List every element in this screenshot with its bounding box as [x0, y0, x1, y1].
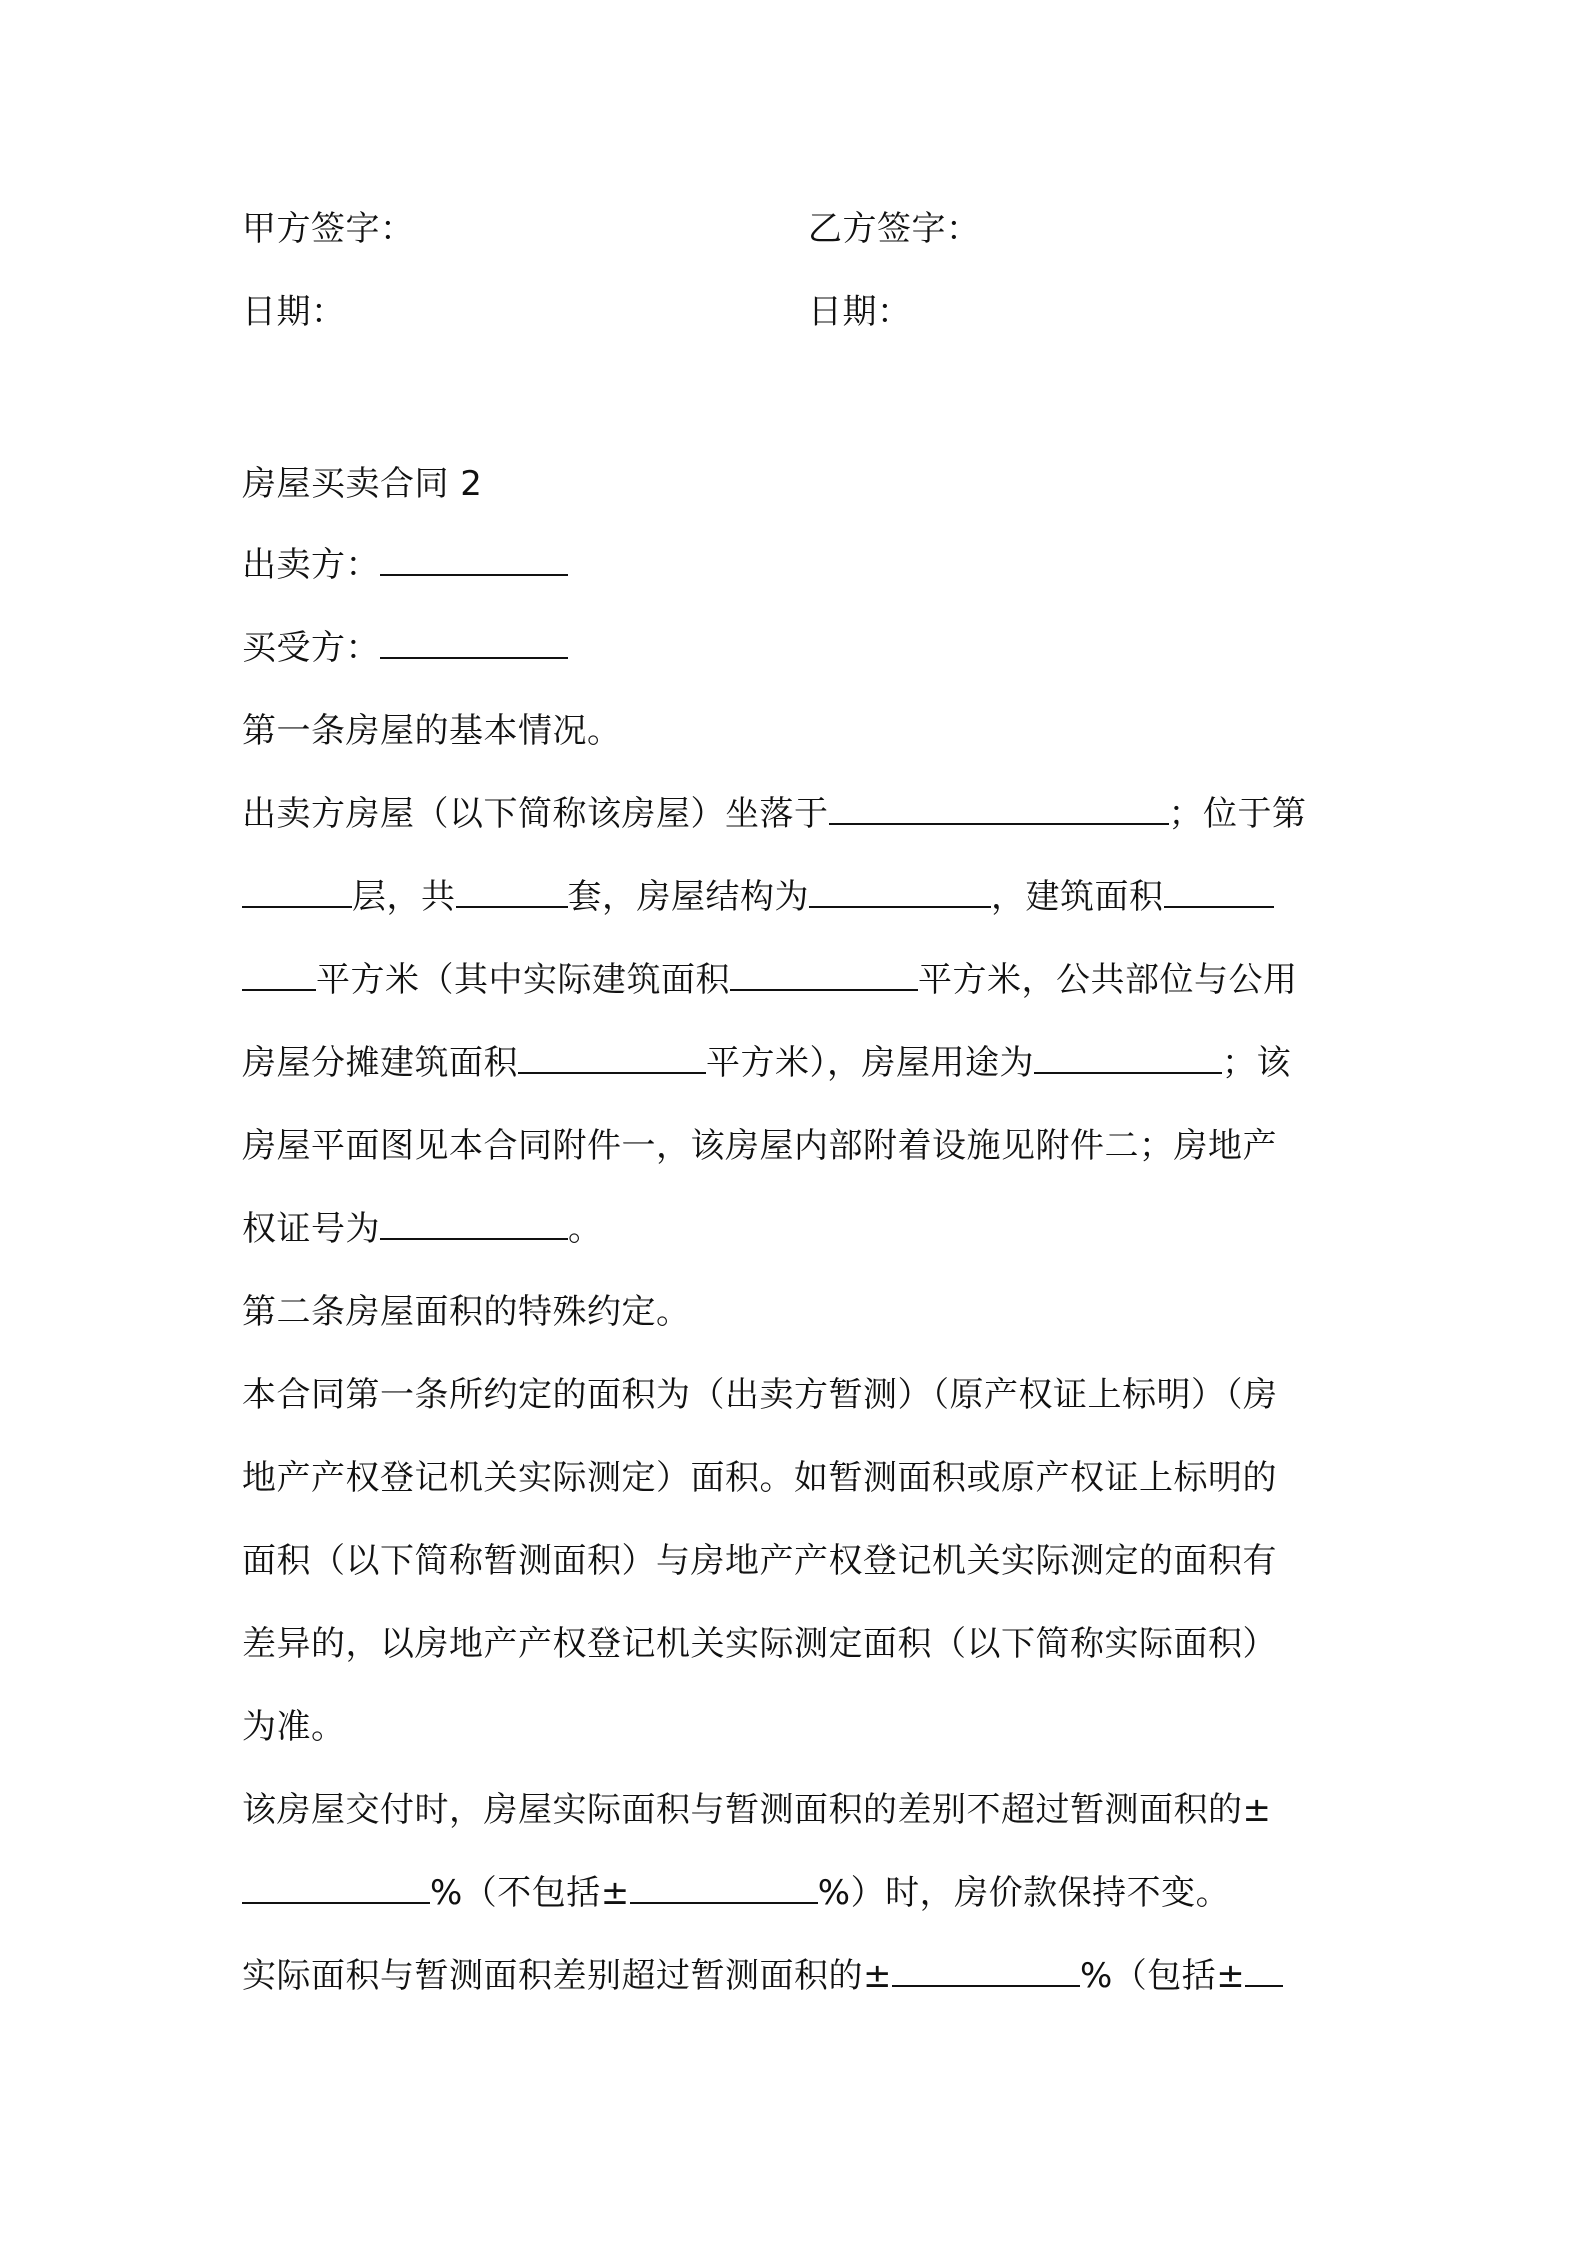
building-area-blank-start: [1164, 876, 1274, 908]
a1-l1-text-1: 出卖方房屋（以下简称该房屋）坐落于: [242, 794, 829, 834]
location-blank: [829, 793, 1169, 825]
article-2-line-1: 本合同第一条所约定的面积为（出卖方暂测）（原产权证上标明）（房: [242, 1375, 1278, 1415]
tolerance-blank: [242, 1872, 430, 1904]
a1-l2-text-1: 层，共: [352, 877, 456, 917]
a2-p3-l1-text-1: 实际面积与暂测面积差别超过暂测面积的±: [242, 1956, 892, 1996]
party-a-date-label: 日期：: [242, 292, 346, 332]
a1-l3-text-2: 平方米，公共部位与公用: [918, 960, 1298, 1000]
article-2-line-2: 地产产权登记机关实际测定）面积。如暂测面积或原产权证上标明的: [242, 1458, 1277, 1498]
a1-l3-text-1: 平方米（其中实际建筑面积: [316, 960, 730, 1000]
building-area-blank-end: [242, 959, 316, 991]
article-1-title: 第一条房屋的基本情况。: [242, 711, 622, 751]
article-1-line-4: [242, 1041, 1357, 1085]
units-blank: [456, 876, 568, 908]
a1-l6-text-2: 。: [568, 1209, 603, 1249]
a1-l2-text-3: ，建筑面积: [991, 877, 1164, 917]
article-1-line-5: 房屋平面图见本合同附件一，该房屋内部附着设施见附件二；房地产: [242, 1126, 1277, 1166]
article-2-line-4: 差异的，以房地产产权登记机关实际测定面积（以下简称实际面积）: [242, 1624, 1277, 1664]
a1-l4-text-2: 平方米），房屋用途为: [706, 1043, 1034, 1083]
a1-l2-text-2: 套，房屋结构为: [567, 877, 809, 917]
buyer-label: 买受方：: [242, 628, 380, 668]
tolerance-exclusive-blank: [630, 1872, 818, 1904]
article-2-para-3-line-1: [242, 1954, 1357, 1998]
article-2-line-5: 为准。: [242, 1707, 346, 1747]
excess-tolerance-blank: [892, 1955, 1080, 1987]
article-1-line-6: [242, 1207, 1357, 1251]
a2-p2-l2-text-2: %）时，房价款保持不变。: [817, 1873, 1231, 1913]
party-b-date-label: 日期：: [808, 292, 912, 332]
floor-blank: [242, 876, 352, 908]
a1-l1-text-2: ；位于第: [1168, 794, 1307, 834]
usage-blank: [1034, 1042, 1222, 1074]
article-1-line-2: [242, 875, 1357, 919]
article-2-title: 第二条房屋面积的特殊约定。: [242, 1292, 691, 1332]
seller-line: [242, 543, 1357, 587]
excess-inclusive-blank: [1245, 1955, 1283, 1987]
a1-l4-text-3: ；该: [1222, 1043, 1291, 1083]
seller-blank: [380, 544, 568, 576]
a2-p3-l1-text-2: %（包括±: [1080, 1956, 1246, 1996]
seller-label: 出卖方：: [242, 545, 380, 585]
article-2-para-2-line-1: 该房屋交付时，房屋实际面积与暂测面积的差别不超过暂测面积的±: [242, 1790, 1272, 1830]
certificate-number-blank: [380, 1208, 568, 1240]
contract-title: 房屋买卖合同 2: [242, 464, 483, 504]
party-b-signature-label: 乙方签字：: [808, 209, 981, 249]
article-1-line-1: [242, 792, 1357, 836]
article-2-para-2-line-2: [242, 1871, 1357, 1915]
actual-area-blank: [730, 959, 918, 991]
buyer-blank: [380, 627, 568, 659]
structure-blank: [809, 876, 991, 908]
party-a-signature-label: 甲方签字：: [242, 209, 415, 249]
article-1-line-3: [242, 958, 1357, 1002]
shared-area-blank: [518, 1042, 706, 1074]
a1-l4-text-1: 房屋分摊建筑面积: [242, 1043, 518, 1083]
article-2-line-3: 面积（以下简称暂测面积）与房地产产权登记机关实际测定的面积有: [242, 1541, 1277, 1581]
a1-l6-text-1: 权证号为: [242, 1209, 380, 1249]
a2-p2-l2-text-1: %（不包括±: [430, 1873, 630, 1913]
buyer-line: [242, 626, 1357, 670]
